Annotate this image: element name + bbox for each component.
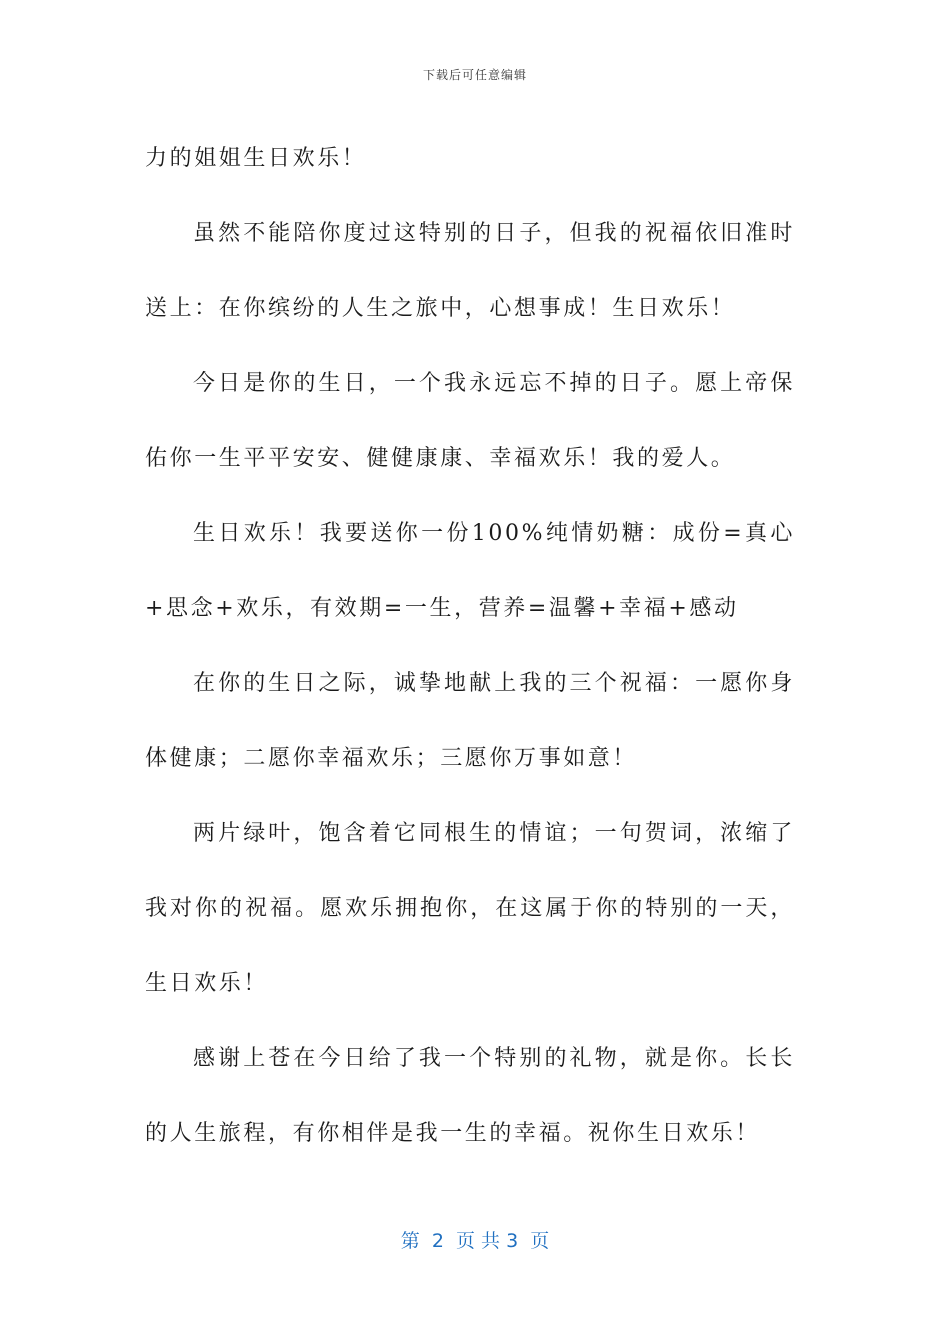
paragraph-5: 在你的生日之际，诚挚地献上我的三个祝福：一愿你身体健康；二愿你幸福欢乐；三愿你万事如意！ <box>145 671 795 771</box>
paragraph-1: 力的姐姐生日欢乐！ <box>145 146 367 171</box>
header-note: 下载后可任意编辑 <box>422 68 527 82</box>
paragraph-4: 生日欢乐！我要送你一份100%纯情奶糖：成份=真心+思念+欢乐，有效期=一生，营养=温馨+幸福+感动 <box>145 521 795 621</box>
paragraph-6: 两片绿叶，饱含着它同根生的情谊；一句贺词，浓缩了我对你的祝福。愿欢乐拥抱你，在这属于你的特别的一天，生日欢乐！ <box>145 821 795 996</box>
paragraph-2: 虽然不能陪你度过这特别的日子，但我的祝福依旧准时送上：在你缤纷的人生之旅中，心想事成！生日欢乐！ <box>145 221 795 321</box>
paragraph-3: 今日是你的生日，一个我永远忘不掉的日子。愿上帝保佑你一生平平安安、健健康康、幸福欢乐！我的爱人。 <box>145 371 795 471</box>
page-number-footer: 第 2 页 共 3 页 <box>400 1230 550 1252</box>
paragraph-7: 感谢上苍在今日给了我一个特别的礼物，就是你。长长的人生旅程，有你相伴是我一生的幸福。祝你生日欢乐！ <box>145 1046 795 1146</box>
document-body <box>145 121 795 1171</box>
